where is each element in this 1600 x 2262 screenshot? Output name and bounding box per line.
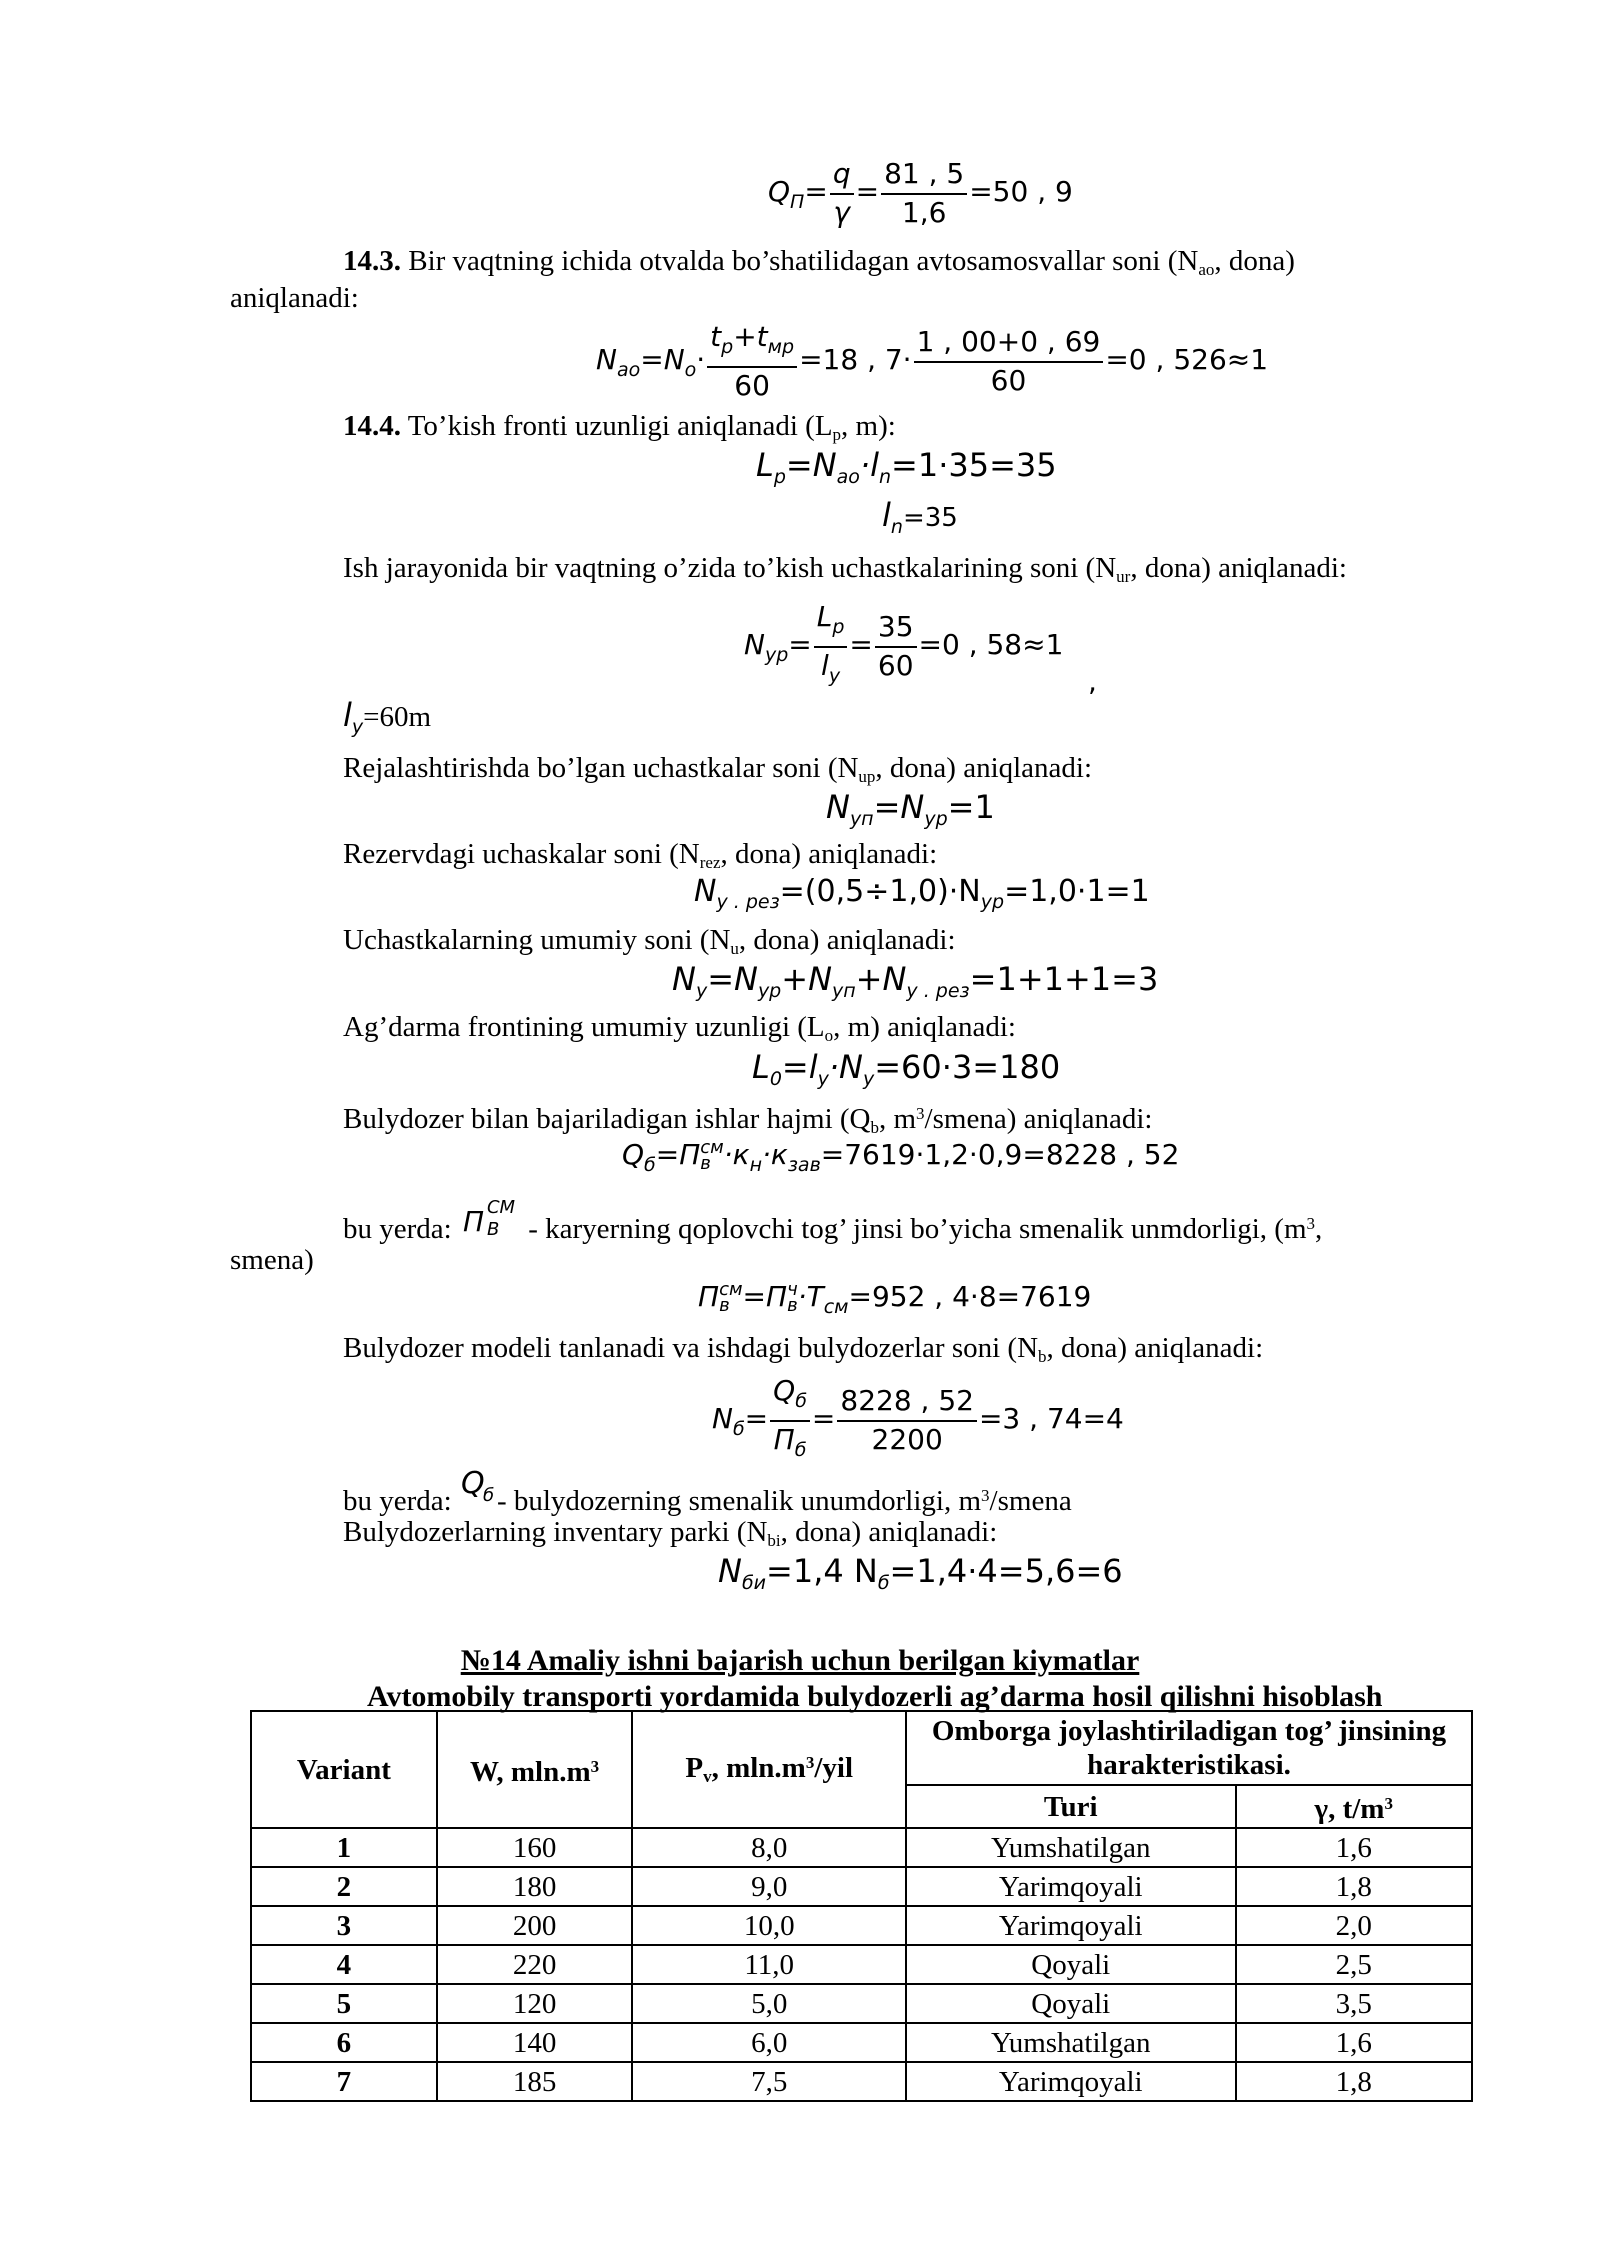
f-den [770,1422,810,1468]
f-part: =18 , 7· [799,343,912,376]
text: , m): [841,410,896,442]
f-part: t [710,320,722,353]
f-num: q [830,155,854,195]
header-text: W, mln.m [470,1756,591,1788]
text: , dona) aniqlanadi: [875,752,1093,784]
table-body [251,1828,1472,2101]
f-part: =N [873,788,925,826]
text: Ish jarayonida bir vaqtning o’zida to’kish uchastkalarining soni (N [343,552,1117,584]
text: , m [878,1103,917,1135]
f-result: =50 , 9 [969,175,1073,208]
f-sub: p [832,616,845,638]
cell-variant: 1 [251,1828,437,1867]
header-turi: Turi [906,1785,1236,1828]
f-part: ·к [762,1138,788,1171]
text: bu yerda: [343,1213,452,1245]
cell-w: 185 [437,2062,633,2101]
paragraph-14-3-cont [230,280,359,316]
section-number: 14.3. [343,245,401,277]
symbol-qb [459,1466,497,1510]
superscript: 3 [1384,1794,1393,1813]
header-group: Omborga joylashtiriladigan tog’ jinsining harakteristikasi. [906,1711,1472,1785]
table-subtitle: Avtomobily transporti yordamida bulydozerli ag’darma hosil qilishni hisoblash [367,1680,1383,1713]
formula-nur: $N_{ур}=$ $\frac{L_p}{l_y}$ = $\frac{35}{60}$ =0 , 58≈1 [744,598,1063,694]
text: , dona) aniqlanadi: [738,924,956,956]
f-sub: n [878,466,892,488]
f-part: · [696,343,706,376]
variants-table [250,1710,1473,2102]
text: - bulydozerning smenalik unumdorligi, m [496,1485,982,1517]
f-den: 60 [734,369,770,402]
text: bu yerda: [343,1485,452,1517]
f-part: Q [773,1374,796,1407]
f-symbol: Q [460,1466,485,1501]
f-sub: мр [767,336,795,358]
cell-gamma: 2,5 [1236,1945,1473,1984]
subscript: o [824,1026,834,1045]
cell-variant: 6 [251,2023,437,2062]
table-title: №14 Amaliy ishni bajarish uchun berilgan kiymatlar [460,1644,1140,1677]
formula-nrez [694,874,1150,913]
cell-gamma: 1,8 [1236,2062,1473,2101]
f-part: =(0,5÷1,0)·N [779,874,981,909]
paragraph-nb [343,1330,1263,1375]
f-sub: y [351,716,364,738]
f-result: =1·35=35 [891,446,1057,484]
formula-nb: $N_б=$ $\frac{Q_б}{П_б}$ = $\frac{8228 , 52}{2200}$ =3 , 74=4 [712,1372,1124,1468]
text: , dona) aniqlanadi: [780,1516,998,1548]
punctuation: , [1088,665,1097,698]
f-sub: у [862,1068,875,1090]
formula-nbi [718,1552,1123,1594]
f-sup: СМ [486,1197,516,1218]
formula-qb [622,1138,1179,1176]
subscript: ur [1116,567,1131,586]
f-sub: у [695,980,708,1002]
cell-gamma: 2,0 [1236,1906,1473,1945]
cell-gamma: 1,8 [1236,1867,1473,1906]
f-part: +t [733,320,768,353]
f-den: 60 [877,649,914,682]
f-part: =П [742,1280,788,1313]
f-symbol: N [744,628,765,661]
f-part: +N [855,960,907,998]
cell-w: 220 [437,1945,633,1984]
f-part: ·T [797,1280,824,1313]
f-part: =N [707,960,758,998]
f-sub: н [749,1154,763,1176]
fraction [837,1382,977,1458]
cell-turi: Qoyali [906,1984,1236,2023]
f-sub: у [817,1068,829,1090]
f-sub: n [890,516,903,538]
subscript: b [870,1118,879,1137]
f-symbol: Q [622,1138,645,1171]
text: - karyerning qoplovchi tog’ jinsi bo’yicha smenalik unmdorligi, (m [528,1213,1307,1245]
f-num: 81 , 5 [881,155,967,195]
formula-nur-comma [1088,665,1097,698]
f-part: L [816,600,833,633]
f-sub: уп [832,980,856,1002]
superscript: 3 [590,1757,600,1776]
f-sup: см [719,1279,743,1300]
text: /smena) aniqlanadi: [924,1103,1153,1135]
superscript: 3 [805,1752,815,1772]
cell-pv: 5,0 [632,1984,906,2023]
f-symbol: L [752,1048,770,1086]
header-text: P [685,1751,704,1784]
subscript: bi [767,1531,781,1550]
paragraph-bu-yerda-1 [343,1197,1323,1247]
f-num [707,318,797,368]
f-result: =1,0·1=1 [1004,874,1150,909]
f-symbol: L [756,446,774,484]
f-sub: o [684,359,697,381]
formula-ln [882,496,958,538]
text: Bulydozer modeli tanlanadi va ishdagi bulydozerlar soni (N [343,1332,1039,1364]
cell-pv: 11,0 [632,1945,906,1984]
text: , dona) aniqlanadi: [1130,552,1347,584]
subscript: v [703,1766,712,1786]
f-result: =60m [363,701,432,733]
cell-pv: 10,0 [632,1906,906,1945]
f-sub: би [741,1572,767,1594]
formula-nup [826,788,995,830]
cell-turi: Yarimqoyali [906,1906,1236,1945]
f-sub: yп [849,808,874,830]
text: Rejalashtirishda bo’lgan uchastkalar soni (N [343,752,859,784]
f-symbol: N [694,874,717,909]
fraction [875,608,917,684]
f-result: =1 [947,788,995,826]
cell-w: 180 [437,1867,633,1906]
f-sub: В [486,1219,500,1240]
cell-turi: Yumshatilgan [906,1828,1236,1867]
table-row [251,1984,1472,2023]
f-result: =7619·1,2·0,9=8228 , 52 [820,1138,1180,1171]
text: Uchastkalarning umumiy soni (N [343,924,731,956]
f-supsub [787,1279,798,1316]
f-symbol: N [718,1552,742,1590]
table-row [251,1867,1472,1906]
cell-w: 200 [437,1906,633,1945]
cell-variant: 2 [251,1867,437,1906]
f-num [814,598,848,648]
cell-pv: 6,0 [632,2023,906,2062]
text: , m) aniqlanadi: [833,1011,1016,1043]
f-sup: см [700,1137,724,1158]
superscript: 3 [916,1104,925,1123]
formula-ly [343,696,431,738]
f-sub: П [790,191,805,213]
f-sub: у . рез [906,980,970,1002]
f-symbol: l [882,496,891,534]
table-row [251,1828,1472,1867]
f-result: =952 , 4·8=7619 [848,1280,1092,1313]
table-header-row [251,1711,1472,1785]
table-row [251,1906,1472,1945]
fraction [814,598,848,694]
header-variant: Variant [251,1711,437,1828]
f-sub: б [644,1154,656,1176]
f-part: ·N [828,1048,863,1086]
subscript: p [832,425,842,444]
text: /smena [989,1485,1072,1517]
cell-turi: Yarimqoyali [906,1867,1236,1906]
f-sub: ур [980,891,1005,913]
paragraph-nur [343,550,1347,595]
f-symbol: Q [768,175,791,208]
f-symbol: П [462,1205,485,1238]
cell-pv: 7,5 [632,2062,906,2101]
subscript: b [1038,1347,1047,1366]
f-den: 2200 [871,1423,943,1456]
subscript: u [730,939,739,958]
f-result: =1+1+1=3 [969,960,1159,998]
f-part: =N [785,446,837,484]
header-text: , mln.m [711,1751,806,1784]
f-part: l [821,649,829,682]
formula-nao [596,318,1268,404]
f-part: =П [655,1138,701,1171]
f-symbol: N [712,1402,733,1435]
f-supsub [719,1279,743,1316]
header-text: /yil [814,1751,854,1784]
f-part: =1,4 N [766,1552,878,1590]
f-symbol: N [826,788,850,826]
f-sub: в [700,1153,711,1174]
cell-turi: Qoyali [906,1945,1236,1984]
formula-nu [672,960,1158,1002]
f-num: 35 [875,608,917,648]
f-sub: см [823,1296,849,1318]
f-symbol: N [596,343,617,376]
f-sub: у . рез [716,891,780,913]
section-number: 14.4. [343,410,401,442]
f-result: =0 , 58≈1 [918,628,1064,661]
f-part: ·l [859,446,879,484]
f-sub: б [794,1439,807,1461]
formula-lp [756,446,1057,488]
f-result: =35 [902,503,958,533]
f-sub: зав [787,1154,821,1176]
f-sub: p [773,466,786,488]
header-w [437,1711,633,1828]
f-result: =1,4·4=5,6=6 [889,1552,1123,1590]
f-result: =60·3=180 [874,1048,1061,1086]
text: aniqlanadi: [230,282,359,314]
text: Rezervdagi uchaskalar soni (N [343,838,700,870]
f-sub: ao [616,359,641,381]
header-pv [632,1711,906,1828]
header-gamma [1236,1785,1473,1828]
f-supsub [700,1137,724,1174]
f-part: +N [781,960,832,998]
cell-variant: 7 [251,2062,437,2101]
text: Bulydozerlarning inventary parki (N [343,1516,768,1548]
f-sub: ao [836,466,860,488]
f-sub: 0 [769,1068,782,1090]
text: Bir vaqtning ichida otvalda bo’shatilidagan avtosamosvallar soni (N [401,245,1199,277]
text: Ag’darma frontining umumiy uzunligi (L [343,1011,825,1043]
cell-w: 120 [437,1984,633,2023]
f-den: 1,6 [901,196,947,229]
cell-variant: 3 [251,1906,437,1945]
f-part: П [773,1423,795,1456]
text: , dona) [1214,245,1295,277]
fraction [881,155,967,231]
f-num: 8228 , 52 [837,1382,977,1422]
f-sub: ур [757,980,782,1002]
f-part: =l [781,1048,818,1086]
superscript: 3 [1306,1214,1316,1233]
f-sup: ч [787,1279,798,1300]
fraction [914,323,1104,399]
text: To’kish fronti uzunligi aniqlanadi (L [401,410,833,442]
header-text: γ, t/m [1314,1793,1385,1825]
f-sub: в [719,1295,730,1316]
fraction [707,318,797,404]
subscript: ao [1198,260,1215,279]
f-sub: б [732,1418,745,1440]
f-symbol: N [672,960,696,998]
f-sub: б [877,1572,890,1594]
paragraph-14-3 [343,243,1295,288]
f-part: ·к [723,1138,750,1171]
cell-turi: Yarimqoyali [906,2062,1236,2101]
f-result: =3 , 74=4 [978,1402,1124,1435]
cell-pv: 8,0 [632,1828,906,1867]
paragraph-bu-yerda-1-cont [230,1242,314,1278]
cell-w: 140 [437,2023,633,2062]
cell-turi: Yumshatilgan [906,2023,1236,2062]
f-sub: y [828,665,841,687]
f-num: 1 , 00+0 , 69 [914,323,1104,363]
superscript: 3 [981,1486,990,1505]
f-part: =N [640,343,685,376]
f-sub: p [721,336,734,358]
f-sub: ур [924,808,948,830]
cell-gamma: 1,6 [1236,2023,1473,2062]
f-den: 60 [990,364,1027,397]
f-symbol: П [698,1280,720,1313]
fraction [770,1372,810,1468]
table-row [251,1945,1472,1984]
f-sub: ур [764,644,789,666]
text: Bulydozer bilan bajariladigan ishlar hajmi (Q [343,1103,871,1135]
f-sub: б [795,1390,807,1412]
subscript: rez [699,853,721,872]
f-den: γ [833,196,850,229]
formula-qp: $Q_П=$ $\frac{q}{\gamma}$ = $\frac{81 , 5}{1,6}$ =50 , 9 [768,157,1073,229]
f-symbol: l [343,696,352,734]
formula-pv [698,1280,1091,1318]
subscript: up [858,767,876,786]
formula-lo [752,1048,1060,1090]
cell-pv: 9,0 [632,1867,906,1906]
fraction [830,155,854,231]
text: , [1315,1213,1323,1245]
f-result: =0 , 526≈1 [1105,343,1269,376]
symbol-pv-sm [459,1197,521,1240]
paragraph-bu-yerda-2 [343,1466,1072,1519]
text: , dona) aniqlanadi: [1046,1332,1264,1364]
cell-gamma: 3,5 [1236,1984,1473,2023]
table-row [251,2062,1472,2101]
text: , dona) aniqlanadi: [720,838,938,870]
f-sub: б [482,1485,495,1506]
f-den [814,648,848,694]
f-num [770,1372,810,1422]
text: smena) [230,1244,314,1276]
cell-w: 160 [437,1828,633,1867]
f-sub: в [787,1295,798,1316]
cell-variant: 4 [251,1945,437,1984]
cell-gamma: 1,6 [1236,1828,1473,1867]
table-row [251,2023,1472,2062]
cell-variant: 5 [251,1984,437,2023]
